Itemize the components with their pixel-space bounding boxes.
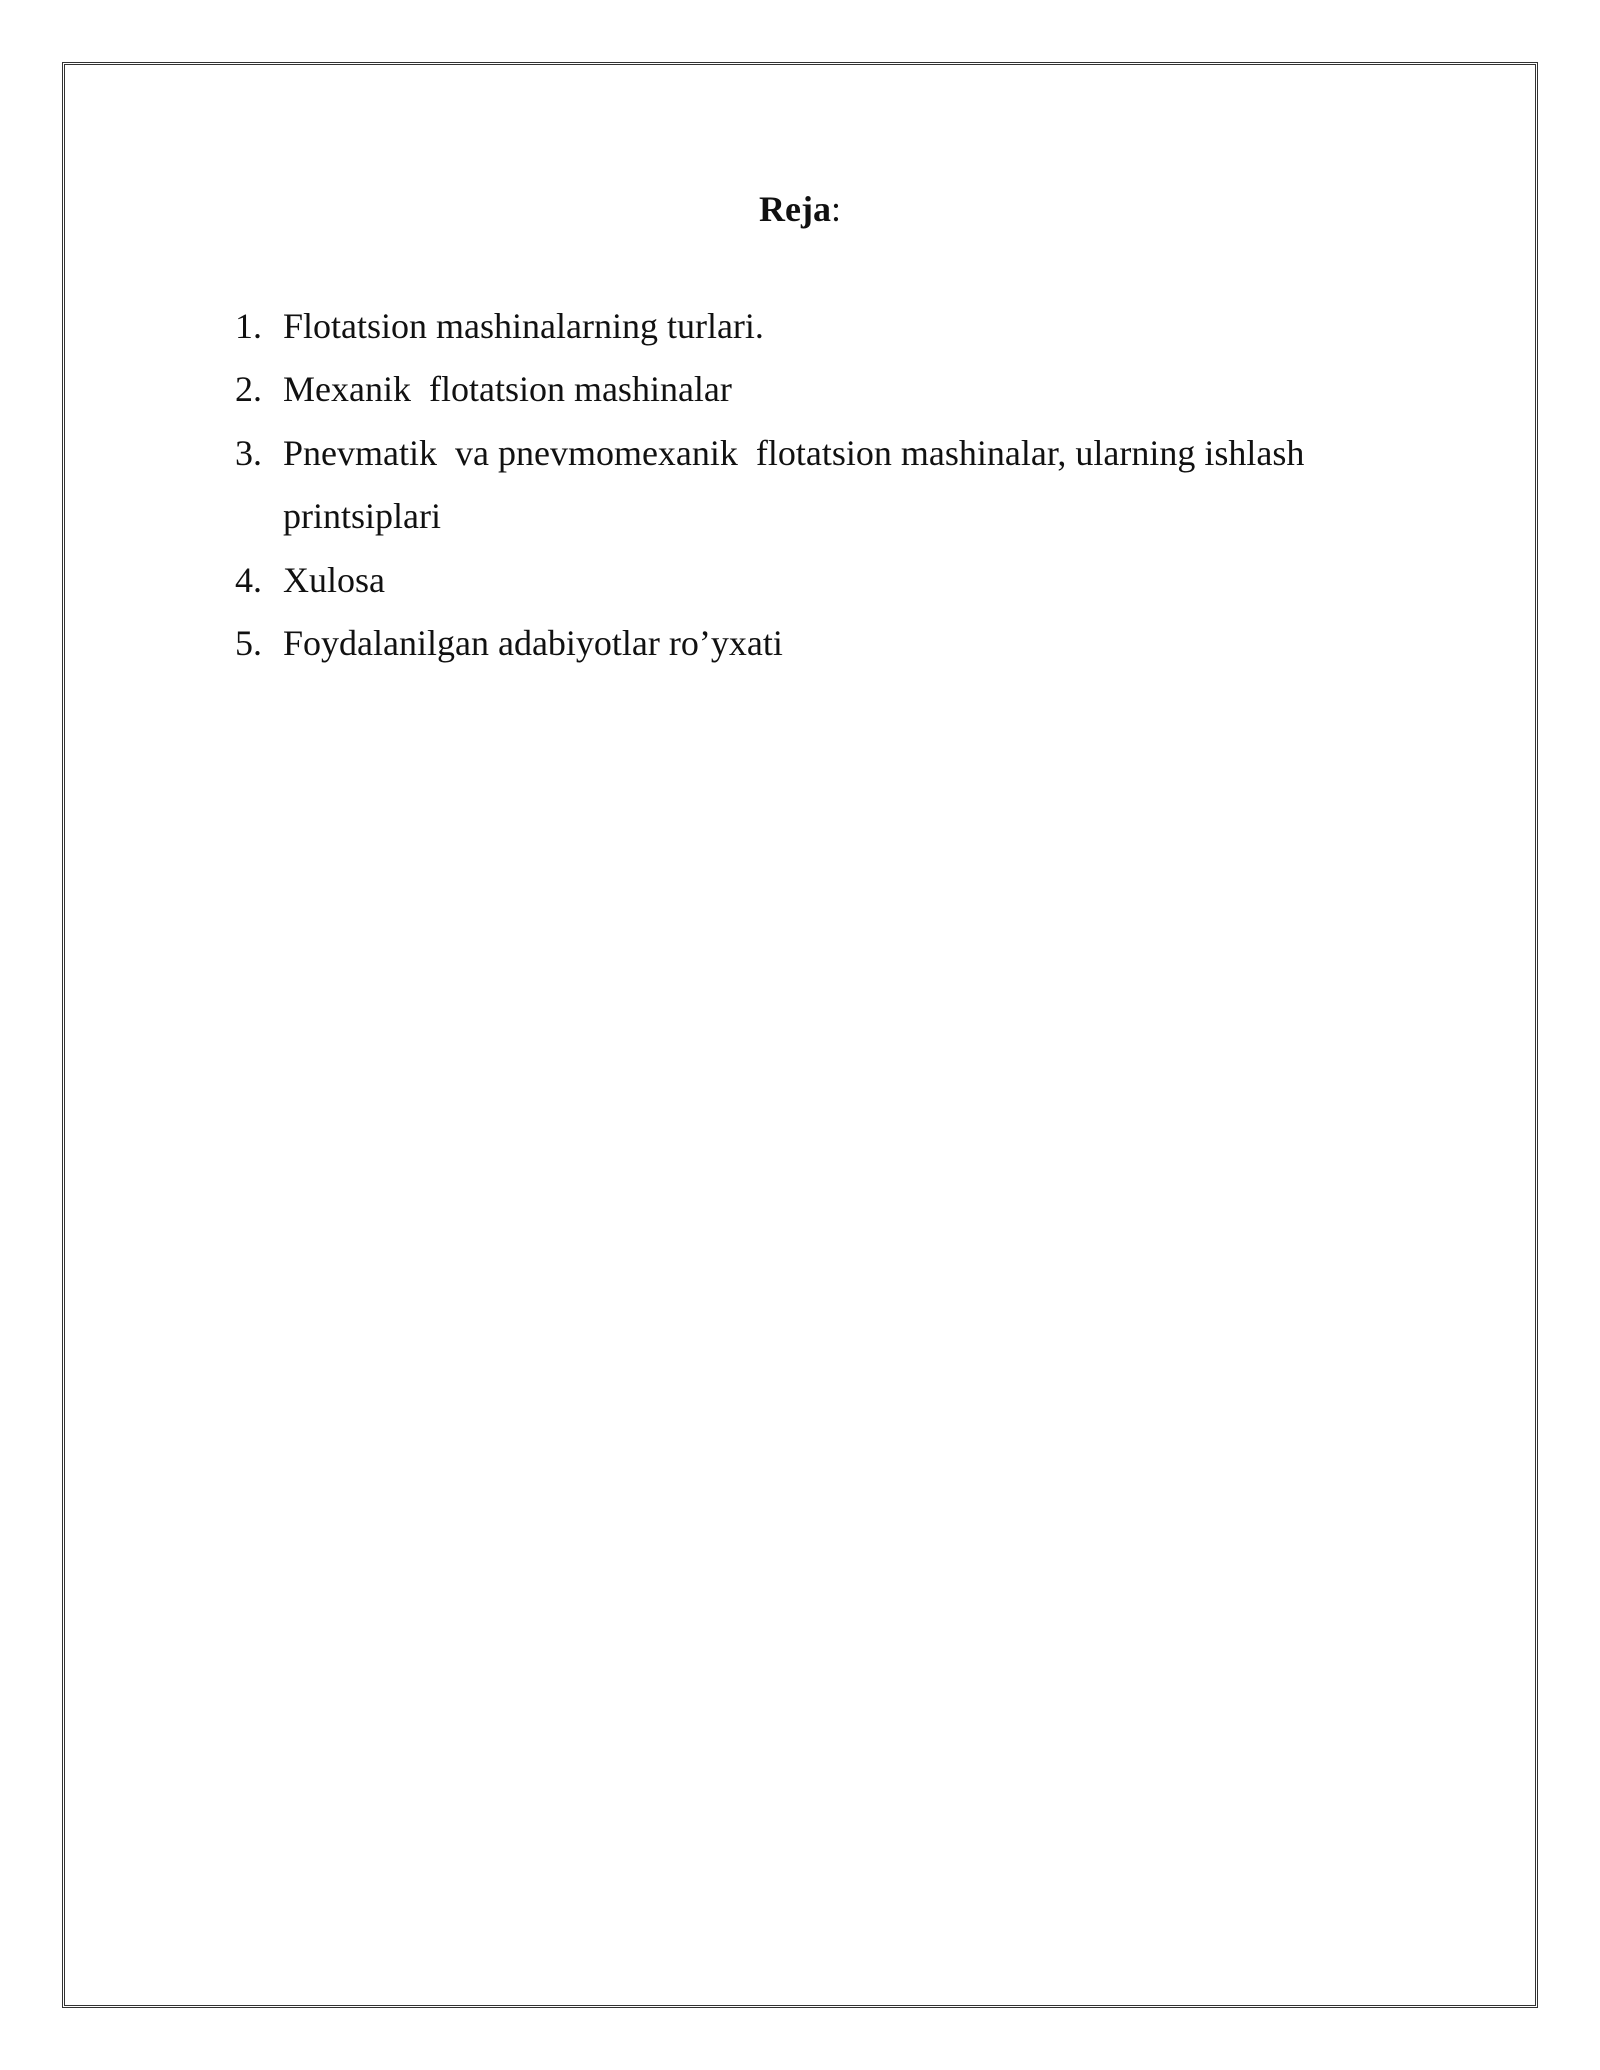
list-number: 4. [235,559,262,600]
list-text: Mexanik flotatsion mashinalar [283,369,732,410]
list-number: 3. [235,432,262,473]
page-title [0,188,1600,230]
plan-list [235,295,1363,675]
list-item [235,295,1363,358]
list-text: Foydalanilgan adabiyotlar ro’yxati [283,623,783,664]
list-text: Xulosa [283,559,385,600]
list-item [235,422,1363,549]
list-number: 5. [235,623,262,664]
title-colon: : [830,189,841,229]
list-number: 2. [235,369,262,410]
list-text: Pnevmatik va pnevmomexanik flotatsion mashinalar, ularning ishlash printsiplari [283,432,1314,537]
list-item [235,612,1363,675]
list-item [235,358,1363,421]
title-text: Reja [759,189,831,229]
list-number: 1. [235,306,262,346]
list-item [235,549,1363,612]
list-text: Flotatsion mashinalarning turlari. [283,306,764,346]
